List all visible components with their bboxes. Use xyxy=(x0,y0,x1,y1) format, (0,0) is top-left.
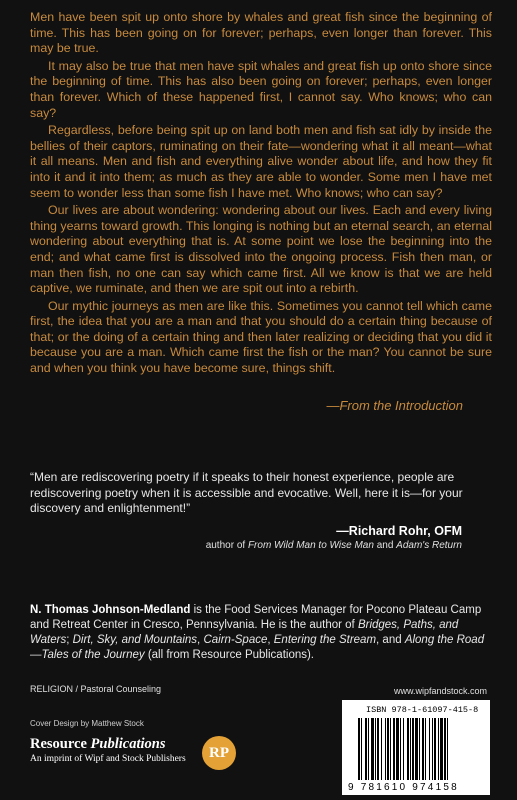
endorsement-quote: “Men are rediscovering poetry if it speaks to their honest experience, people are rediscovering poetry when it is accessible and evocative. Well, here it is—for your discovery and enlightenment!” xyxy=(30,470,463,516)
barcode-bar xyxy=(371,718,374,780)
publisher-name-part: Publications xyxy=(90,736,166,752)
credit-prefix: author of xyxy=(205,540,248,551)
barcode-bar xyxy=(407,718,409,780)
intro-paragraph: Our mythic journeys as men are like this. Sometimes you cannot tell which came first, the idea that you are a man and that you should do a certain thing because of that; or the doing of a certain thing and then later realizing or deciding that you did it because you are a man. Which came first the fish or the man? You cannot be sure and when you think you have become sure, things shift. xyxy=(30,298,492,376)
bio-book-title: Bridges, Paths, and Waters xyxy=(30,619,459,646)
bio-text: (all from Resource Publications). xyxy=(144,649,315,661)
barcode-bar xyxy=(440,718,443,780)
intro-attribution: —From the Introduction xyxy=(326,398,463,413)
barcode-bar xyxy=(375,718,376,780)
bio-text: is the Food Services Manager for Pocono Plateau Camp and Retreat Center in Cresco, Pennsylvania. He is the author of xyxy=(30,604,482,631)
bio-book-title: Along the Road—Tales of the Journey xyxy=(30,634,485,661)
author-name: N. Thomas Johnson-Medland xyxy=(30,604,191,616)
isbn-label: ISBN 978-1-61097-415-8 xyxy=(366,705,479,715)
barcode-bar xyxy=(381,718,382,780)
publisher-imprint: An imprint of Wipf and Stock Publishers xyxy=(30,754,186,764)
bio-separator: ; xyxy=(66,634,73,646)
publisher-website: www.wipfandstock.com xyxy=(393,686,487,696)
rp-logo-icon: RP xyxy=(202,736,236,770)
barcode-bar xyxy=(385,718,386,780)
barcode-bar xyxy=(438,718,439,780)
cover-design-credit: Cover Design by Matthew Stock xyxy=(30,719,144,728)
category-label: RELIGION / Pastoral Counseling xyxy=(30,684,162,694)
bio-book-title: Entering the Stream xyxy=(273,634,377,646)
isbn-barcode xyxy=(342,700,490,795)
barcode-bar xyxy=(365,718,367,780)
barcode-bar xyxy=(400,718,401,780)
barcode-bar xyxy=(396,718,399,780)
credit-book-title: From Wild Man to Wise Man xyxy=(247,540,374,551)
barcode-bar xyxy=(444,718,446,780)
bio-separator: , xyxy=(197,634,204,646)
barcode-bar xyxy=(361,718,362,780)
bio-separator: , xyxy=(267,634,274,646)
barcode-bar xyxy=(368,718,369,780)
barcode-bar xyxy=(358,718,360,780)
barcode-bar xyxy=(390,718,391,780)
barcode-bar xyxy=(393,718,395,780)
barcode-bar xyxy=(415,718,418,780)
bio-separator: , and xyxy=(376,634,405,646)
barcode-digits: 9 781610 974158 xyxy=(348,782,459,793)
endorser-name: —Richard Rohr, OFM xyxy=(336,524,462,538)
introduction-excerpt xyxy=(30,10,492,379)
barcode-bar xyxy=(434,718,436,780)
publisher-name xyxy=(30,736,230,753)
intro-paragraph: Regardless, before being spit up on land both men and fish sat idly by inside the bellies of their captors, ruminating on their fate—wondering what it all meant—what it all means. Men and fish and everything alive wonder about life, and how they fit into it and it into them; as much as they are able to wonder. Some men I have met seem to wonder less than some fish I have met. Who knows; who can say? xyxy=(30,123,492,200)
intro-paragraph: Our lives are about wondering: wondering about our lives. Each and every living thing yearns toward growth. This longing is nothing but an eternal search, an eternal wondering about everything that is. At some point we lose the beginning into the end; and what came first is dissolved into the ongoing process. Fish then man, or man then fish, no one can say which came first. All we know is that we are held captive, we ruminate, and then we are spit out into a rebirth. xyxy=(30,203,492,296)
barcode-bar xyxy=(447,718,448,780)
publisher-name-part: Resource xyxy=(30,736,91,752)
barcode-bar xyxy=(429,718,430,780)
endorser-credit xyxy=(30,540,462,551)
barcode-bar xyxy=(410,718,411,780)
barcode-bar xyxy=(412,718,414,780)
barcode-bar xyxy=(432,718,433,780)
bio-book-title: Cairn-Space xyxy=(203,634,268,646)
credit-and: and xyxy=(373,540,397,551)
barcode-bar xyxy=(425,718,426,780)
barcode-bar xyxy=(377,718,379,780)
barcode-bar xyxy=(403,718,404,780)
author-bio xyxy=(30,603,492,663)
barcode-bar xyxy=(387,718,389,780)
intro-paragraph: Men have been spit up onto shore by whales and great fish since the beginning of time. This has been going on for forever; perhaps, even longer than forever. This may be true. xyxy=(30,10,492,56)
barcode-bar xyxy=(419,718,420,780)
bio-book-title: Dirt, Sky, and Mountains xyxy=(72,634,198,646)
barcode-icon xyxy=(358,718,474,780)
barcode-bar xyxy=(422,718,424,780)
credit-book-title: Adam's Return xyxy=(396,540,462,551)
publisher-logo xyxy=(30,736,230,764)
intro-paragraph: It may also be true that men have spit whales and great fish up onto shore since the beginning of time. This has also been going on forever; perhaps, even longer than forever. Which of these happened first, I cannot say. Who knows; who can say? xyxy=(30,58,492,120)
